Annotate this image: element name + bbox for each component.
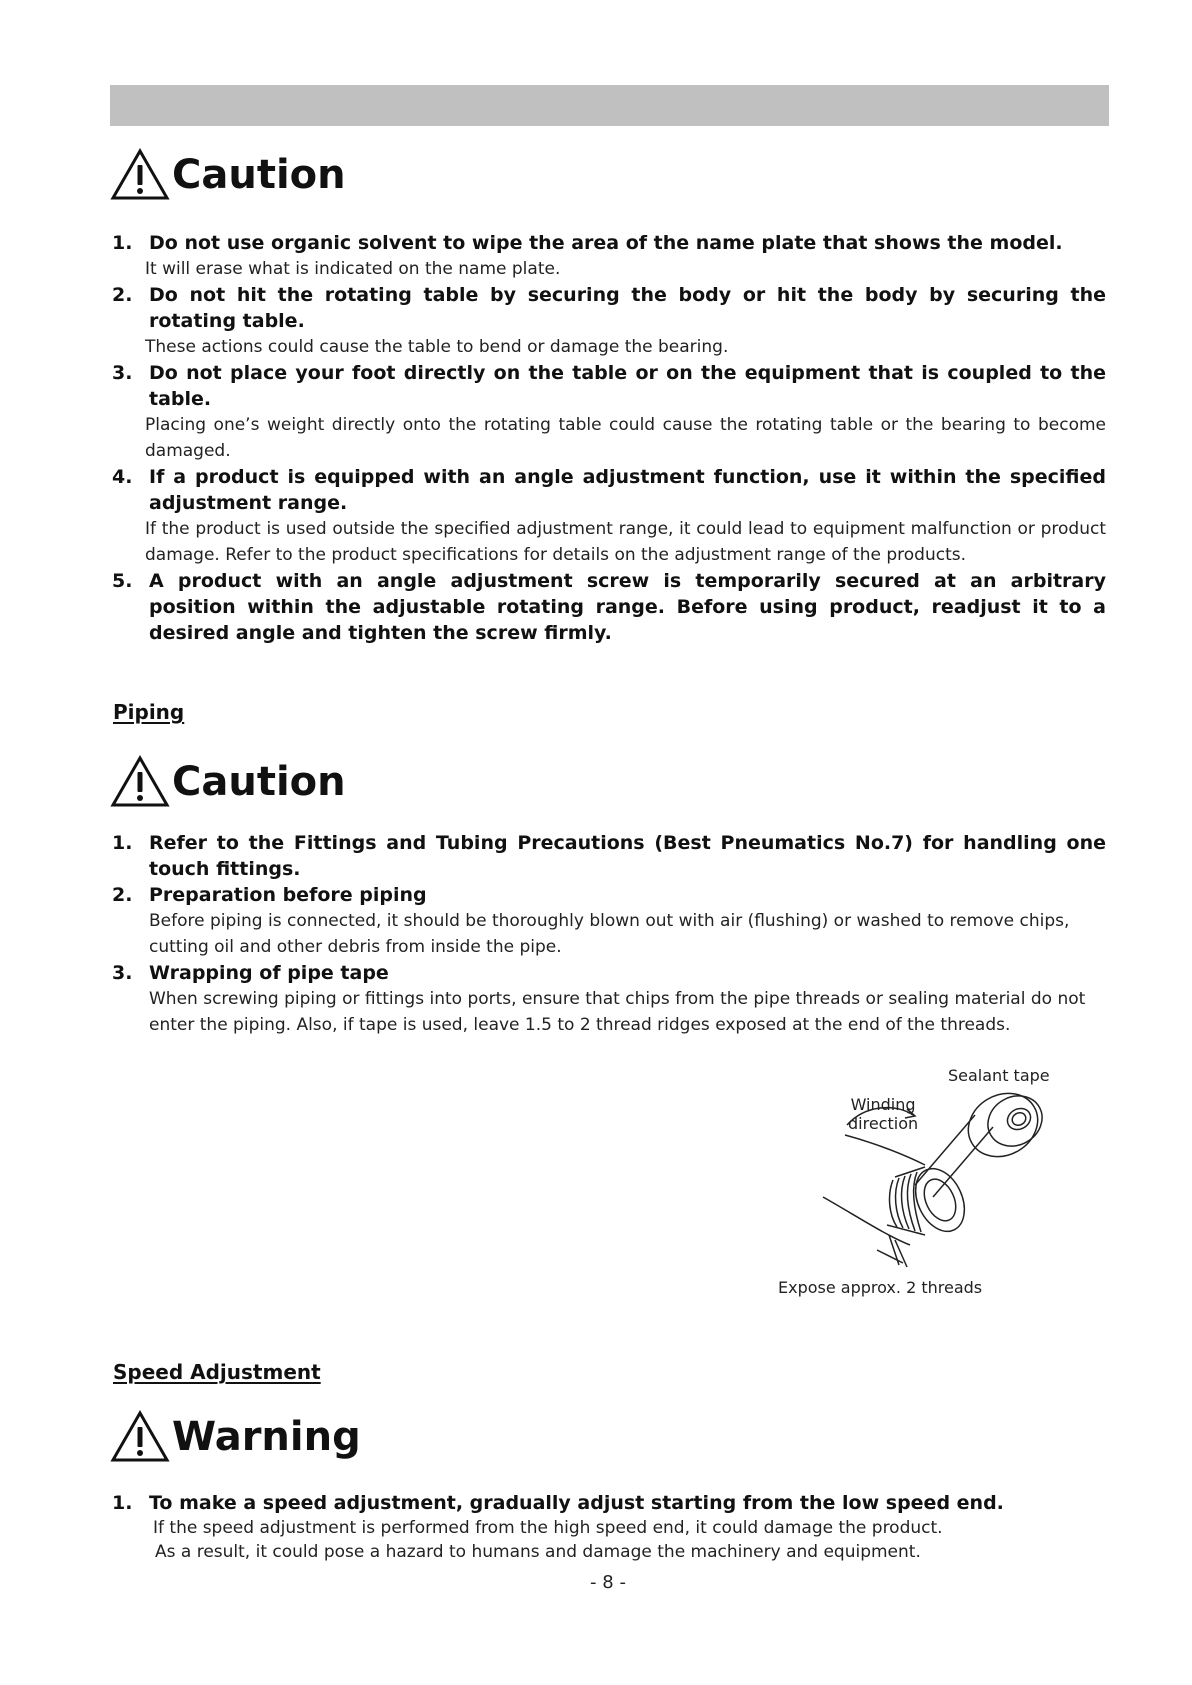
item-number: 1. <box>112 832 133 854</box>
item-title: Preparation before piping <box>149 884 427 906</box>
sealant-tape-label: Sealant tape <box>948 1066 1050 1085</box>
item-title: Do not hit the rotating table by securing the body or hit the body by securing the rotating table. <box>149 284 1106 332</box>
list-item <box>112 882 1106 960</box>
item-number: 2. <box>112 884 133 906</box>
item-body: It will erase what is indicated on the name plate. <box>145 259 561 279</box>
list-item <box>112 230 1106 282</box>
item-number: 1. <box>112 1492 133 1514</box>
item-body: These actions could cause the table to bend or damage the bearing. <box>145 337 729 357</box>
item-number: 5. <box>112 570 133 592</box>
item-body: Before piping is connected, it should be thoroughly blown out with air (flushing) or washed to remove chips, cutting oil and other debris from inside the pipe. <box>149 911 1070 957</box>
expose-threads-label: Expose approx. 2 threads <box>778 1278 983 1297</box>
item-title: Do not use organic solvent to wipe the area of the name plate that shows the model. <box>149 232 1063 254</box>
caution-heading-text: Caution <box>172 759 346 805</box>
warning-triangle-icon <box>110 148 170 202</box>
item-title: Do not place your foot directly on the table or on the equipment that is coupled to the table. <box>149 362 1106 410</box>
list-item <box>112 1490 1106 1564</box>
item-body: Placing one’s weight directly onto the rotating table could cause the rotating table or the bearing to become damaged. <box>145 415 1106 461</box>
item-body: If the speed adjustment is performed from the high speed end, it could damage the product. <box>153 1518 943 1538</box>
item-title: A product with an angle adjustment screw is temporarily secured at an arbitrary position within the adjustable rotating range. Before using product, readjust it to a desired angle and tighten the screw firmly. <box>149 570 1106 644</box>
caution-heading-text: Caution <box>172 152 346 198</box>
item-number: 3. <box>112 962 133 984</box>
warning-triangle-icon <box>110 755 170 809</box>
winding-label-line: Winding <box>850 1095 916 1114</box>
page-number: - 8 - <box>590 1572 626 1593</box>
section-title-piping: Piping <box>113 700 185 724</box>
caution-heading-2 <box>110 755 346 809</box>
list-item <box>112 568 1106 646</box>
item-title: If a product is equipped with an angle adjustment function, use it within the specified adjustment range. <box>149 466 1106 514</box>
list-item <box>112 830 1106 882</box>
item-number: 2. <box>112 284 133 306</box>
warning-heading <box>110 1410 361 1464</box>
speed-list <box>112 1490 1106 1564</box>
warning-triangle-icon <box>110 1410 170 1464</box>
item-title: To make a speed adjustment, gradually adjust starting from the low speed end. <box>149 1492 1004 1514</box>
header-bar <box>110 85 1109 126</box>
item-number: 4. <box>112 466 133 488</box>
winding-label-line: direction <box>848 1114 919 1133</box>
list-item <box>112 960 1106 1038</box>
item-body: When screwing piping or fittings into ports, ensure that chips from the pipe threads or sealing material do not enter the piping. Also, if tape is used, leave 1.5 to 2 thread ridges exposed at the end of the threads. <box>149 989 1086 1035</box>
caution-list-1 <box>112 230 1106 646</box>
sealant-tape-illustration <box>815 1085 1055 1275</box>
warning-heading-text: Warning <box>172 1414 361 1460</box>
item-title: Wrapping of pipe tape <box>149 962 389 984</box>
item-number: 3. <box>112 362 133 384</box>
caution-heading-1 <box>110 148 346 202</box>
list-item <box>112 464 1106 568</box>
item-body: As a result, it could pose a hazard to humans and damage the machinery and equipment. <box>155 1542 921 1562</box>
item-number: 1. <box>112 232 133 254</box>
piping-list <box>112 830 1106 1038</box>
item-title: Refer to the Fittings and Tubing Precautions (Best Pneumatics No.7) for handling one touch fittings. <box>149 832 1106 880</box>
list-item <box>112 360 1106 464</box>
section-title-speed-adjustment: Speed Adjustment <box>113 1360 321 1384</box>
list-item <box>112 282 1106 360</box>
item-body: If the product is used outside the specified adjustment range, it could lead to equipment malfunction or product damage. Refer to the product specifications for details on the adjustment range of the products. <box>145 519 1106 565</box>
